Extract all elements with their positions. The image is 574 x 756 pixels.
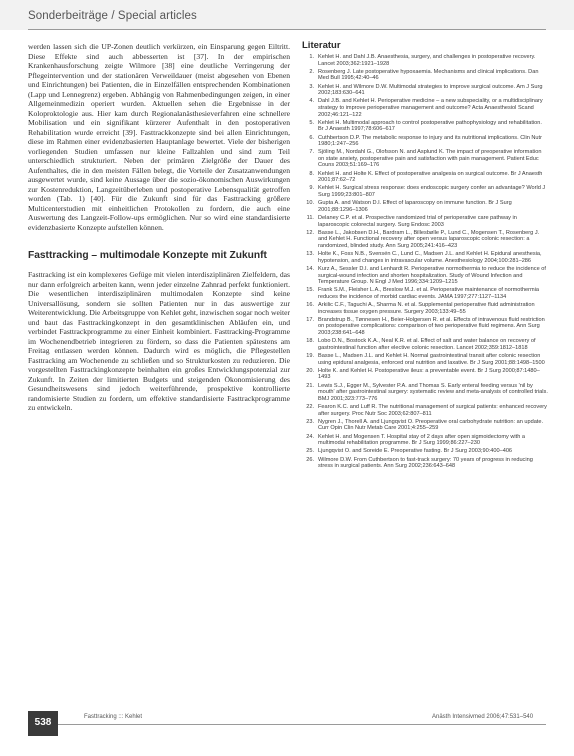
reference-item — [302, 353, 548, 366]
reference-text: Rosenberg J. Late postoperative hypoxaemia. Mechanisms and clinical implications. Dan Med Bull 1995;42:40–46 — [318, 68, 539, 82]
reference-item — [302, 98, 548, 118]
body-text-column — [28, 42, 290, 413]
reference-number: 24. — [306, 433, 314, 440]
reference-number: 10. — [306, 200, 314, 207]
body-paragraph: werden lassen sich die UP-Zonen deutlich verkürzen, ein Einsparung gegen Eiltritt. Diese Effekte sind auch abbesserten ist [37]. In der empirischen Krankenhausforschung zeigte Wilmore [38] eine deutliche Verringerung der Pflegeintervention und der stationären Verweildauer (meist abgesehen von Ebenen und Einrichtungen) bei Patienten, die in Einzelfällen entsprechenden Kombinationen (Lapp und Lennegrenz) ergeben. Abhängig von Rahmenbedingungen zeigen, in einer Allgemeinmedizin operiert wurden. Aktuellen sehen die Ergebnisse in der Koloproktologie aus. Hier kam durch Regionalanästhesieverfahren eine schnellere Mobilisation und ein signifikant kürzerer Aufenthalt in den postoperativen Rehabilitation wurde erreicht [39]. Fasttrackkonzepte sind bei allen Einrichtungen, diese im Rahmen einer evidenzbasierten Hauptanlage bewertet. Viele der bisherigen vorliegenden Studien umfassen nur kleine Fallzahlen und sind zum Teil unterschiedlich strukturiert. Neben der primären Zielgröße der Dauer des Aufenthaltes, die in den meisten Fällen belegt, die Vorteile der Zusatzanwendungen ausgewertet wurde, sind keine Aussage über die sozio-ökonomischen Auswirkungen zur Kostenreduktion, Langzeitüberleben und postoperative Lebensqualität getroffen worden (Tab. 1) [40]. Für die Zukunft sind für das Fasttracking größere Multicenterstudien mit einheitlichen Protokollen zu fordern, die auch eine Auswertung des Langzeit-Follow-ups ermöglichen. Nur so wird eine standardisierte evidenzbasierte Konzepte aufstellen können. — [28, 42, 290, 232]
reference-item — [302, 419, 548, 432]
reference-item — [302, 302, 548, 315]
reference-number: 3. — [309, 83, 314, 90]
reference-item — [302, 54, 548, 67]
reference-item — [302, 457, 548, 470]
reference-number: 2. — [309, 68, 314, 75]
running-header — [0, 0, 574, 30]
reference-number: 16. — [306, 302, 314, 309]
reference-text: Dahl J.B. and Kehlet H. Perioperative medicine – a new subspeciality, or a multidisciplinary strategy to improve perioperative management and outcome? Acta Anaesthesiol Scand 2002;46:121–122 — [318, 98, 543, 118]
reference-text: Wilmore D.W. From Cuthbertson to fast-track surgery: 70 years of progress in reducing stress in surgical patients. Ann Surg 2002;236:643–648 — [318, 456, 533, 470]
reference-number: 20. — [306, 367, 314, 374]
reference-number: 11. — [306, 215, 314, 221]
reference-text: Lewis S.J., Egger M., Sylvester P.A. and Thomas S. Early enteral feeding versus 'nil by mouth' after gastrointestinal surgery: systematic review and meta-analysis of controlled trials. BMJ 2001;323:773–776 — [318, 382, 548, 402]
reference-text: Nygren J., Thorell A. and Ljungqvist O. Preoperative oral carbohydrate nutrition: an update. Curr Opin Clin Nutr Metab Care 2001;4:255–259 — [318, 418, 544, 432]
reference-text: Gupta A. and Watson D.I. Effect of laparoscopy on immune function. Br J Surg 2001;88:1296–1306 — [318, 200, 512, 213]
reference-number: 5. — [309, 119, 314, 126]
reference-item — [302, 287, 548, 300]
footer-citation: Anästh Intensivmed 2006;47:531–540 — [432, 714, 534, 720]
reference-number: 12. — [306, 229, 314, 236]
footer-divider — [58, 724, 546, 725]
reference-text: Arkilic C.F., Taguchi A., Sharma N. et al. Supplemental perioperative fluid administration increases tissue oxygen pressure. Surgery 2003;133:49–55 — [318, 302, 535, 315]
reference-number: 14. — [306, 265, 314, 272]
reference-item — [302, 185, 548, 198]
reference-number: 25. — [306, 448, 314, 455]
reference-text: Holte K., Foss N.B., Svensén C., Lund C., Madsen J.L. and Kehlet H. Epidural anesthesia, hypotension, and changes in intravascular volume. Anesthesiology 2004;100:281–286 — [318, 251, 542, 264]
reference-number: 6. — [309, 134, 314, 141]
reference-item — [302, 215, 548, 228]
reference-item — [302, 135, 548, 148]
reference-item — [302, 448, 548, 455]
reference-number: 18. — [306, 338, 314, 345]
reference-number: 1. — [309, 54, 314, 60]
reference-item — [302, 266, 548, 286]
reference-item — [302, 434, 548, 447]
reference-number: 17. — [306, 316, 314, 323]
reference-item — [302, 383, 548, 403]
reference-text: Cuthbertson D.P. The metabolic response to injury and its nutritional implications. Clin Nutr 1980;1:247–256 — [318, 134, 542, 148]
reference-number: 8. — [309, 170, 314, 177]
reference-text: Basse L., Madsen J.L. and Kehlet H. Normal gastrointestinal transit after colonic resection using epidural analgesia, enforced oral nutrition and laxative. Br J Surg 2001;88:1498–1500 — [318, 353, 545, 366]
reference-number: 19. — [306, 353, 314, 360]
reference-list — [302, 54, 548, 470]
reference-item — [302, 200, 548, 213]
reference-number: 7. — [309, 149, 314, 156]
reference-item — [302, 171, 548, 184]
reference-item — [302, 368, 548, 381]
reference-number: 23. — [306, 418, 314, 425]
section-title: Sonderbeiträge / Special articles — [28, 10, 197, 22]
reference-text: Delaney C.P. et al. Prospective randomized trial of perioperative care pathway in laparoscopic colorectal surgery. Surg Endosc 2003 — [318, 215, 517, 228]
page-number: 538 — [34, 717, 52, 728]
reference-item — [302, 69, 548, 82]
reference-text: Kehlet H. Surgical stress response: does endoscopic surgery confer an advantage? World J Surg 1999;23:801–807 — [318, 185, 546, 199]
reference-item — [302, 149, 548, 169]
reference-item — [302, 251, 548, 264]
reference-item — [302, 230, 548, 250]
reference-number: 26. — [306, 456, 314, 463]
footer-running-title: Fasttracking ::: Kehlet — [84, 714, 143, 720]
reference-text: Kehlet H. and Dahl J.B. Anaesthesia, surgery, and challenges in postoperative recovery. Lancet 2003;362:1921–1928 — [318, 54, 536, 67]
reference-text: Basse L., Jakobsen D.H., Bardram L., Billesbølle P., Lund C., Mogensen T., Rosenberg J. and Kehlet H. Functional recovery after open versus laparoscopic colonic resection: a randomized, blinded study. Ann Surg 2005;241:416–423 — [318, 229, 540, 249]
reference-text: Kehlet H. and Wilmore D.W. Multimodal strategies to improve surgical outcome. Am J Surg 2002;183:630–641 — [318, 83, 543, 97]
header-divider — [28, 29, 546, 30]
reference-number: 15. — [306, 287, 314, 294]
reference-item — [302, 338, 548, 351]
reference-item — [302, 404, 548, 417]
reference-number: 9. — [309, 185, 314, 192]
reference-text: Kurz A., Sessler D.I. and Lenhardt R. Perioperative normothermia to reduce the incidence of surgical-wound infection and shorten hospitalization. Study of Wound Infection and Temperature Group. N Engl J Med 1996;334:1209–1215 — [318, 265, 546, 286]
reference-number: 22. — [306, 403, 314, 410]
reference-item — [302, 84, 548, 97]
reference-number: 13. — [306, 251, 314, 258]
reference-text: Brandstrup B., Tønnesen H., Beier-Holgersen R. et al. Effects of intravenous fluid restriction on postoperative complications: comparison of two perioperative fluid regimens. Ann Surg 2003;238:641–648 — [318, 316, 545, 337]
section-heading: Fasttracking – multimodale Konzepte mit Zukunft — [28, 250, 267, 261]
reference-text: Lobo D.N., Bostock K.A., Neal K.R. et al. Effect of salt and water balance on recovery of gastrointestinal function after elective colonic resection. Lancet 2002;359:1812–1818 — [318, 338, 536, 351]
reference-text: Kehlet H. and Mogensen T. Hospital stay of 2 days after open sigmoidectomy with a multimodal rehabilitation programme. Br J Surg 1999;86:227–230 — [318, 433, 525, 447]
reference-item — [302, 317, 548, 337]
reference-text: Kehlet H. Multimodal approach to control postoperative pathophysiology and rehabilitation. Br J Anaesth 1997;78:606–617 — [318, 119, 542, 133]
reference-text: Holte K. and Kehlet H. Postoperative ileus: a preventable event. Br J Surg 2000;87:1480–1493 — [318, 367, 540, 381]
reference-number: 21. — [306, 382, 314, 389]
reference-text: Sjöling M., Nordahl G., Olofsson N. and Asplund K. The impact of preoperative information on state anxiety, postoperative pain and satisfaction with pain management. Patient Educ Couns 2003;51:169–176 — [318, 149, 542, 169]
reference-text: Kehlet H. and Holte K. Effect of postoperative analgesia on surgical outcome. Br J Anaesth 2001;87:62–72 — [318, 170, 543, 184]
literature-column — [302, 40, 548, 471]
body-paragraph: Fasttracking ist ein komplexeres Gefüge mit vielen interdisziplinären Zielfeldern, das nur dann erfolgreich arbeiten kann, wenn jeder einzelne Zahnrad perfekt funktioniert. Die wesentlichen interdisziplinären multimodalen Konzepte sind keine Universallösung, sondern sie sollten Patienten nur in das auswertige zur Weiterentwicklung. Die Arbeitsgruppe von Kehlet geht, inzwischen sogar noch weiter und baut das Fasttrackingkonzept in den gesamtklinischen Abläufen ein, und verbindet Fasttrackprogramme zu einer Einheit kombiniert. Fasttracking-Programme im Wochenendbetrieb integrieren zu fördern, so dass die Patienten spätestens am Freitag entlassen werden können. Dadurch wird es möglich, die Pflegestellen Fasttracking am Wochenende zu schließen und so Strukturkosten zu reduzieren. Die vorgestellten Fasttrackingkonzepte beinhalten ein großes Entwicklungspotenzial zur Zukunft. In Zeiten der limitierten Budgets und steigenden Ökonomisierung des Gesundheitswesens sind jedoch weiterführende, prospektive kontrollierte randomisierte Studien zu fordern, um effektive standardisierte Fasttrackprogramme zu entwickeln. — [28, 270, 290, 412]
reference-text: Ljungqvist O. and Soreide E. Preoperative fasting. Br J Surg 2003;90:400–406 — [318, 448, 513, 455]
reference-text: Fearon K.C. and Luff R. The nutritional management of surgical patients: enhanced recovery after surgery. Proc Nutr Soc 2003;62:807–811 — [318, 403, 547, 417]
reference-text: Frank S.M., Fleisher L.A., Breslow M.J. et al. Perioperative maintenance of normothermia reduces the incidence of morbid cardiac events. JAMA 1997;277:1127–1134 — [318, 287, 540, 300]
reference-item — [302, 120, 548, 133]
reference-number: 4. — [309, 98, 314, 105]
literature-heading: Literatur — [302, 40, 341, 51]
